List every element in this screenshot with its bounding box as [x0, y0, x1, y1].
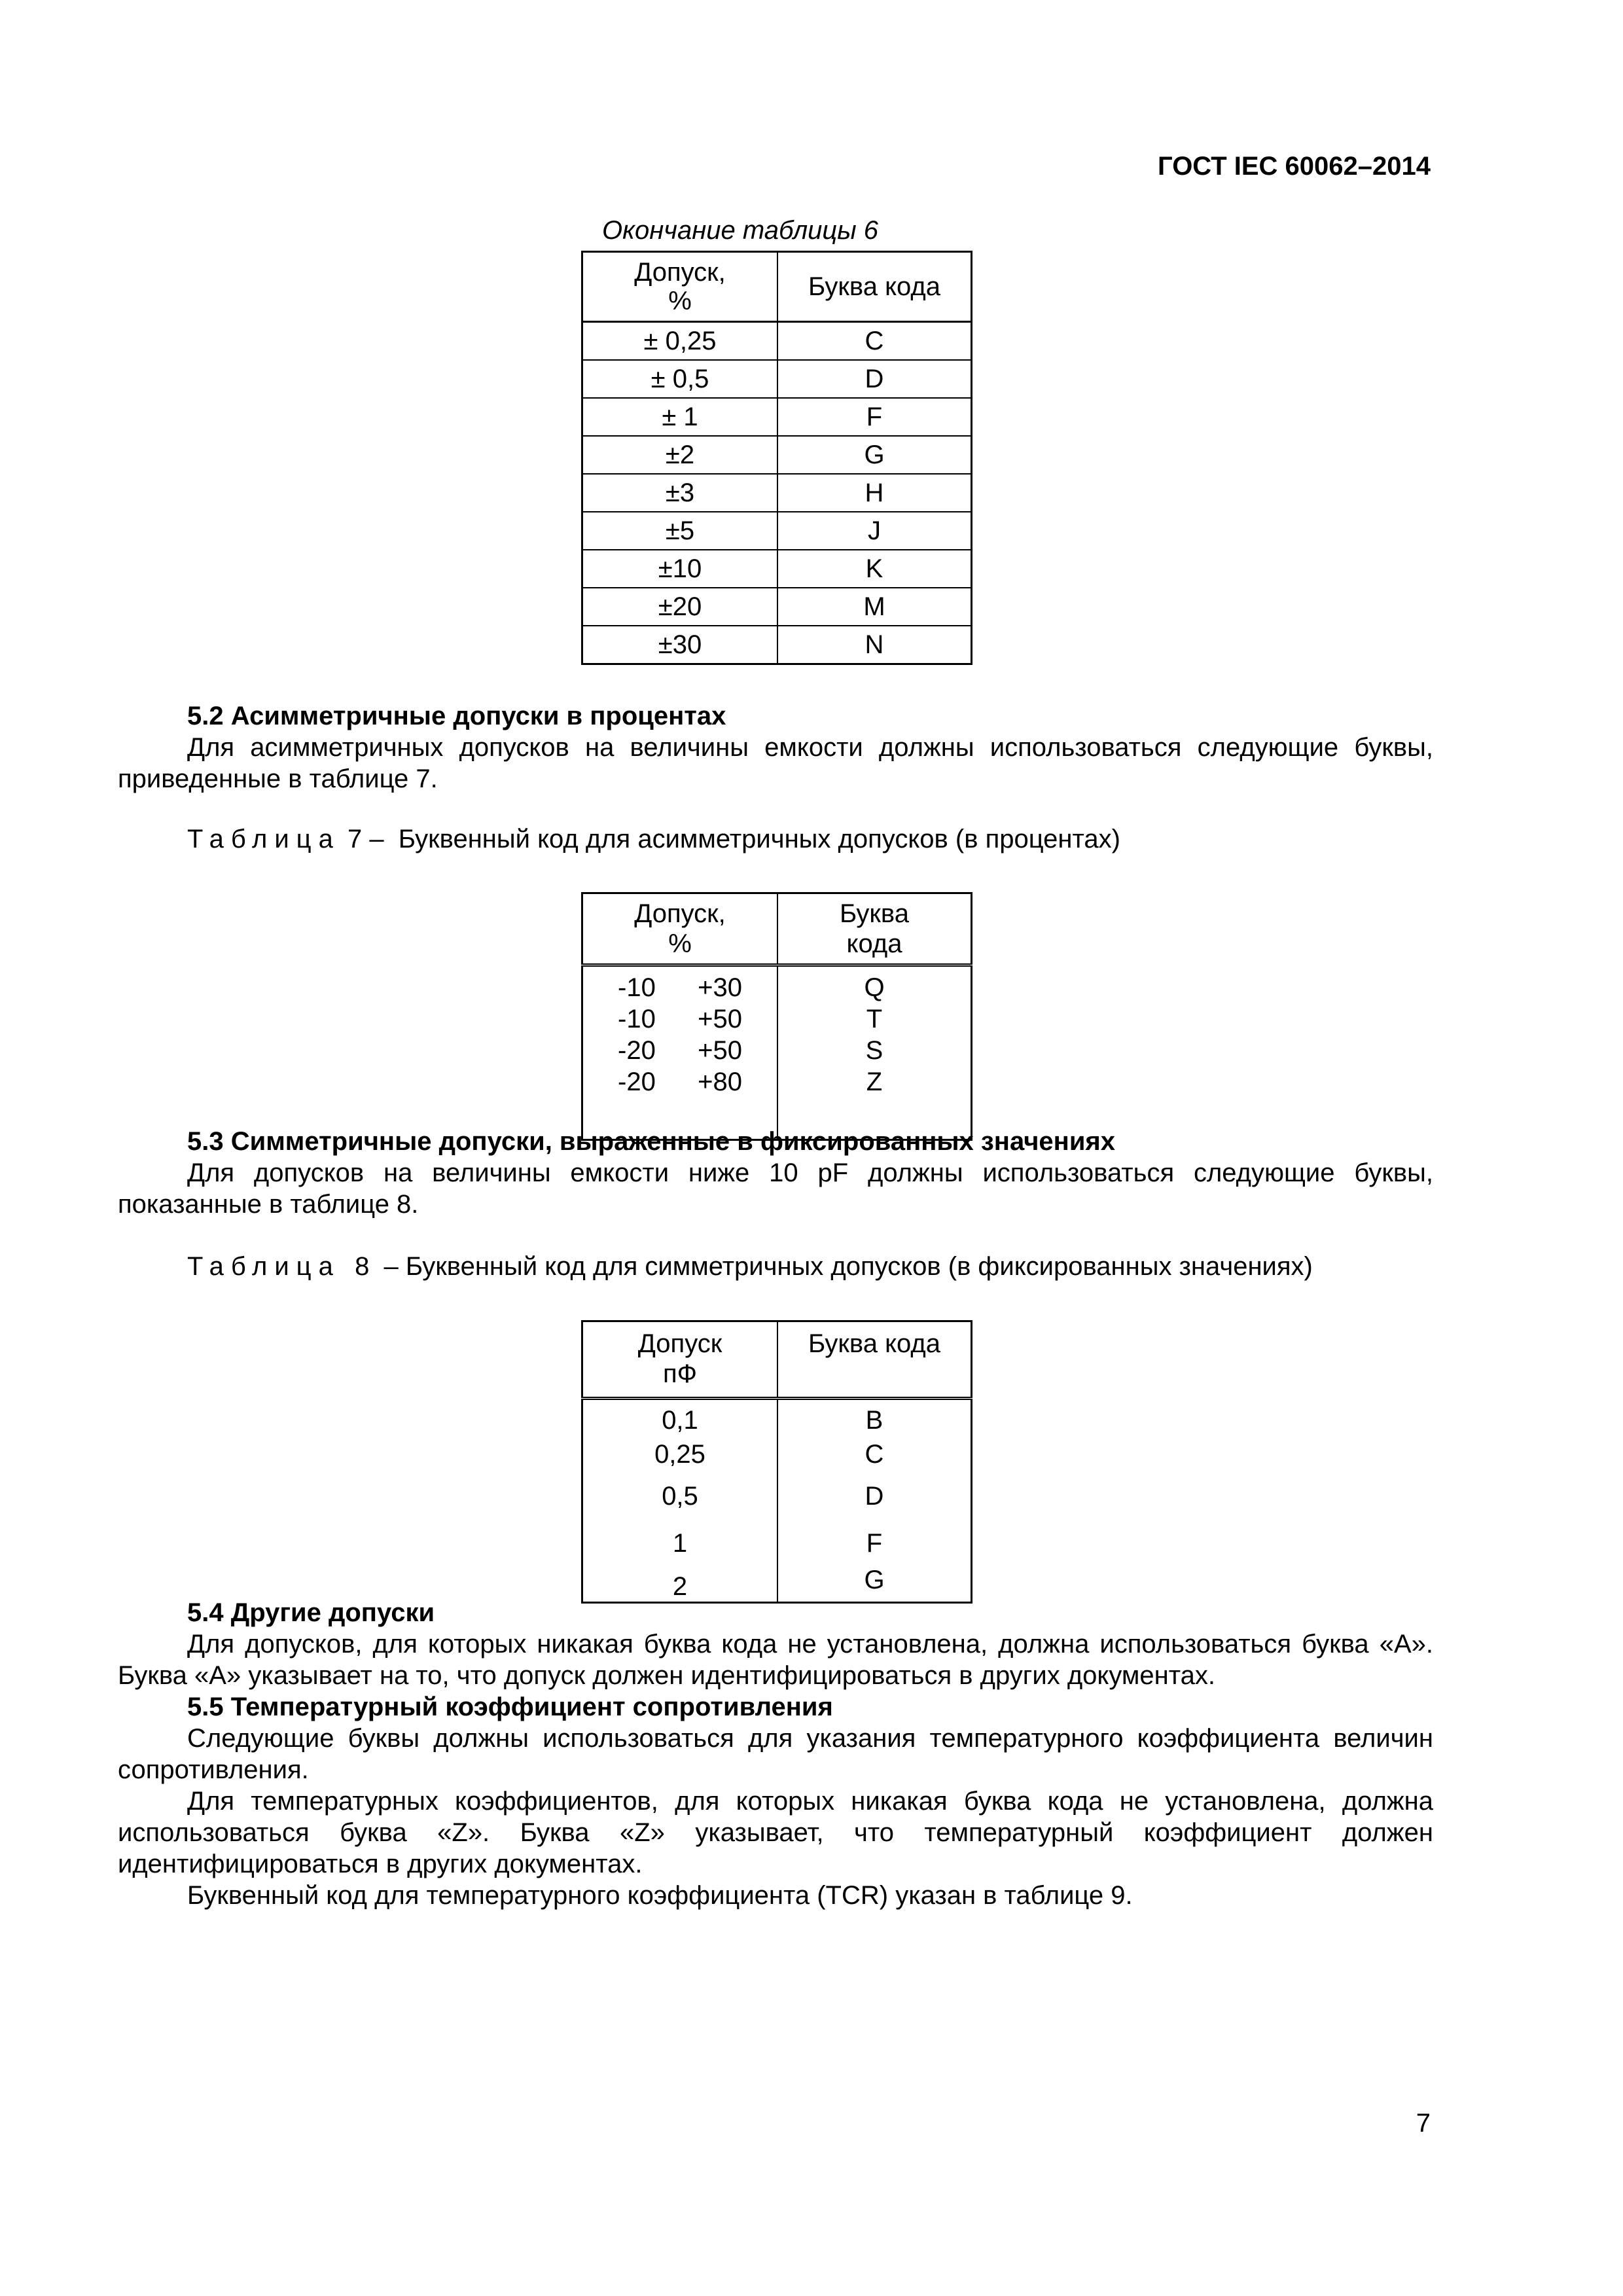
table8-caption: Таблица 8 – Буквенный код для симметричных допусков (в фиксированных значениях) — [187, 1252, 1313, 1281]
table-row: 1 — [672, 1529, 688, 1558]
paragraph: Для допусков, для которых никакая буква кода не установлена, должна использоваться буква «A». Буква «A» указывает на то, что допуск должен идентифицироваться в других документах. — [118, 1630, 1433, 1690]
table-row: ± 0,5 D — [582, 360, 972, 398]
column-header-tolerance: Допуск, % — [582, 252, 778, 322]
table-row: ±5 J — [582, 512, 972, 550]
table8 — [581, 1320, 972, 1604]
document-code: ГОСТ IEC 60062–2014 — [1158, 152, 1431, 181]
table-row: 2 — [672, 1572, 688, 1601]
table-row: 0,5 — [662, 1482, 698, 1511]
table-row: -10 +50 — [618, 1005, 742, 1033]
table-row: ±10 K — [582, 550, 972, 588]
column-header-tolerance: Допуск пФ — [582, 1321, 778, 1399]
paragraph: Для допусков на величины емкости ниже 10 pF должны использоваться следующие буквы, показанные в таблице 8. — [118, 1158, 1433, 1219]
table-body — [582, 1399, 972, 1603]
table-header-row — [582, 1321, 972, 1399]
table-row: ± 0,25 C — [582, 322, 972, 361]
table-row: ±2 G — [582, 436, 972, 474]
paragraph: Следующие буквы должны использоваться для указания температурного коэффициента величин сопротивления. — [118, 1724, 1433, 1784]
table-row: -10 +30 — [618, 973, 742, 1002]
table-row: ± 1 F — [582, 398, 972, 436]
column-header-tolerance: Допуск, % — [582, 893, 778, 965]
table-row: ±3 H — [582, 474, 972, 512]
column-header-code-letter: Буква кода — [777, 252, 972, 322]
table-row: ±20 M — [582, 588, 972, 626]
table-row: -20 +50 — [618, 1036, 742, 1065]
table-body — [582, 965, 972, 1140]
paragraph: Для температурных коэффициентов, для которых никакая буква кода не установлена, должна использоваться буква «Z». Буква «Z» указывает, что температурный коэффициент должен идентифицироваться в других документах. — [118, 1787, 1433, 1878]
section-heading: 5.2 Асимметричные допуски в процентах — [187, 702, 726, 730]
table7-caption: Таблица 7 – Буквенный код для асимметричных допусков (в процентах) — [187, 825, 1120, 853]
column-header-code-letter: Буква кода — [777, 1321, 972, 1399]
section-heading: 5.3 Симметричные допуски, выраженные в фиксированных значениях — [187, 1127, 1116, 1156]
table-row: 0,25 — [654, 1440, 705, 1469]
code-letter-values: Q T S Z — [864, 973, 885, 1096]
column-header-code-letter: Буква кода — [777, 893, 972, 965]
section-5-5 — [118, 1691, 1433, 1911]
section-heading: 5.4 Другие допуски — [187, 1598, 435, 1627]
section-5-4 — [118, 1597, 1433, 1691]
table-row: -20 +80 — [618, 1067, 742, 1096]
table-header-row — [582, 893, 972, 965]
table-row: ±30 N — [582, 626, 972, 664]
page-number: 7 — [1416, 2109, 1431, 2138]
tolerance-values — [582, 965, 778, 1140]
table6-continuation — [581, 251, 972, 665]
paragraph: Для асимметричных допусков на величины емкости должны использоваться следующие буквы, приведенные в таблице 7. — [118, 733, 1433, 793]
table6-continuation-caption: Окончание таблицы 6 — [602, 216, 879, 245]
table7 — [581, 892, 972, 1141]
section-5-2 — [118, 700, 1433, 795]
section-5-3 — [118, 1126, 1433, 1220]
code-letter-values: B C D F G — [864, 1406, 885, 1594]
section-heading: 5.5 Температурный коэффициент сопротивления — [187, 1693, 833, 1721]
table-row: 0,1 — [662, 1406, 698, 1435]
paragraph: Буквенный код для температурного коэффициента (TCR) указан в таблице 9. — [187, 1881, 1133, 1910]
tolerance-values — [582, 1399, 778, 1603]
table-header-row — [582, 252, 972, 322]
